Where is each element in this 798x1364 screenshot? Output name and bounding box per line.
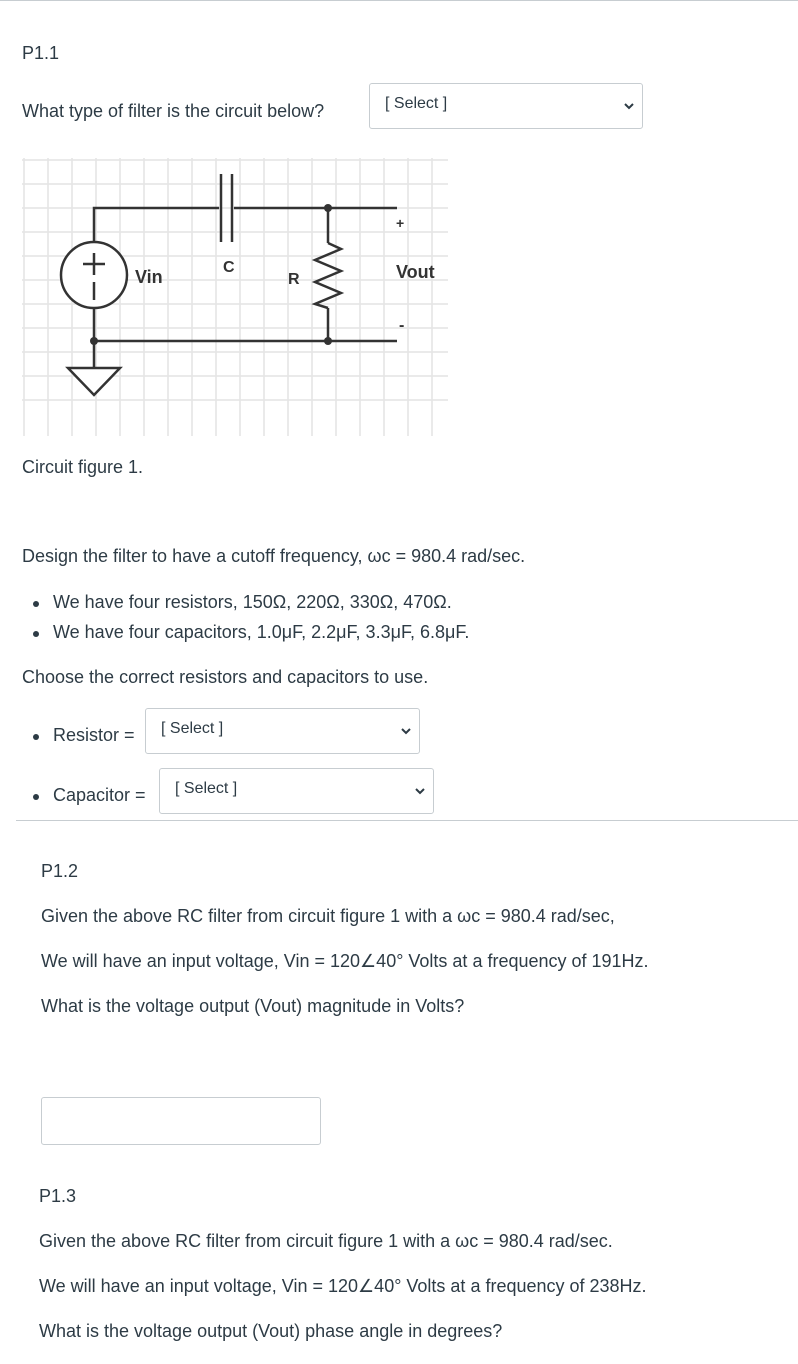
node-dot (324, 204, 332, 212)
p1-1-heading: P1.1 (22, 43, 60, 63)
capacitor-options-text: We have four capacitors, 1.0μF, 2.2μF, 3.3μF, 6.8μF. (53, 622, 470, 642)
bullet-icon (33, 734, 39, 740)
vout-plus-label: + (396, 215, 405, 231)
vout-minus-label: - (399, 317, 405, 334)
chevron-down-icon (400, 725, 412, 737)
p1-2-line: What is the voltage output (Vout) magnitude in Volts? (41, 996, 465, 1016)
design-instruction: Design the filter to have a cutoff frequency, ωc = 980.4 rad/sec. (22, 546, 526, 566)
circuit-figure (22, 158, 452, 440)
resistor-select-value: [ Select ] (161, 720, 224, 737)
top-divider (0, 0, 798, 1)
vout-label: Vout (396, 262, 435, 282)
p1-3-line: What is the voltage output (Vout) phase angle in degrees? (39, 1321, 503, 1341)
figure-caption: Circuit figure 1. (22, 457, 144, 477)
node-dot (324, 337, 332, 345)
vin-label: Vin (135, 267, 163, 287)
vout-magnitude-input[interactable] (41, 1097, 321, 1145)
p1-2-heading: P1.2 (41, 861, 79, 881)
p1-2-line: Given the above RC filter from circuit figure 1 with a ωc = 980.4 rad/sec, (41, 906, 615, 926)
resistor-select[interactable] (145, 708, 420, 754)
p1-3-heading: P1.3 (39, 1186, 77, 1206)
chevron-down-icon (623, 100, 635, 112)
capacitor-select[interactable] (159, 768, 434, 814)
c-label: C (223, 259, 235, 276)
bullet-icon (33, 601, 39, 607)
node-dot (90, 337, 98, 345)
filter-type-select[interactable] (369, 83, 643, 129)
voltage-source-symbol (61, 242, 127, 308)
filter-type-question: What type of filter is the circuit below? (22, 101, 325, 121)
resistor-options-text: We have four resistors, 150Ω, 220Ω, 330Ω, 470Ω. (53, 592, 452, 612)
bullet-icon (33, 794, 39, 800)
filter-type-select-value: [ Select ] (385, 95, 448, 112)
ground-symbol (68, 368, 120, 395)
p1-3-line: Given the above RC filter from circuit figure 1 with a ωc = 980.4 rad/sec. (39, 1231, 613, 1251)
r-label: R (288, 271, 300, 288)
bullet-icon (33, 631, 39, 637)
p1-2-line: We will have an input voltage, Vin = 120∠40° Volts at a frequency of 191Hz. (41, 951, 649, 971)
chevron-down-icon (414, 785, 426, 797)
capacitor-label: Capacitor = (53, 785, 146, 805)
choose-instruction: Choose the correct resistors and capacitors to use. (22, 667, 429, 687)
resistor-label: Resistor = (53, 725, 135, 745)
question-divider (16, 820, 798, 821)
capacitor-select-value: [ Select ] (175, 780, 238, 797)
p1-3-line: We will have an input voltage, Vin = 120∠40° Volts at a frequency of 238Hz. (39, 1276, 647, 1296)
